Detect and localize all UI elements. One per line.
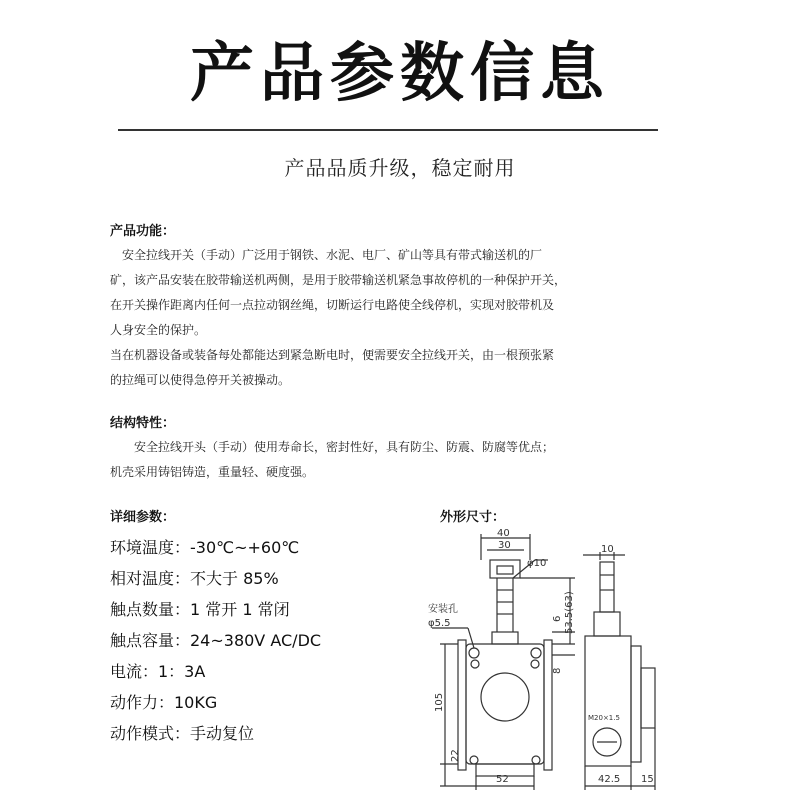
dim-label: 42.5	[598, 774, 621, 785]
dim-label: 10	[601, 544, 614, 555]
spec-row: 触点容量：24~380V AC/DC	[110, 631, 322, 650]
dim-label: 15	[641, 774, 654, 785]
spec-row: 相对温度：不大于 85%	[110, 569, 279, 588]
function-line: 安全拉线开关（手动）广泛用于钢铁、水泥、电厂、矿山等具有带式输送机的厂	[110, 248, 543, 262]
dim-label: 安装孔	[428, 604, 458, 615]
dim-label: 52	[496, 774, 509, 785]
function-line: 在开关操作距离内任何一点拉动钢丝绳，切断运行电路使全线停机，实现对胶带机及	[110, 298, 555, 312]
structure-heading: 结构特性：	[110, 416, 176, 431]
dim-label: 53.5(63)	[564, 591, 575, 634]
function-line: 的拉绳可以使得急停开关被操动。	[110, 373, 291, 387]
function-line: 当在机器设备或装备每处都能达到紧急断电时，便需要安全拉线开关，由一根预张紧	[110, 348, 555, 362]
structure-line: 机壳采用铸铝铸造，重量轻、硬度强。	[110, 465, 315, 479]
dim-label: 40	[497, 528, 510, 539]
structure-line: 安全拉线开头（手动）使用寿命长，密封性好，具有防尘、防震、防腐等优点；	[110, 440, 555, 454]
spec-row: 电流：1：3A	[110, 662, 206, 681]
spec-row: 环境温度：-30℃~+60℃	[110, 538, 300, 557]
dim-label: 8	[552, 667, 563, 674]
function-line: 人身安全的保护。	[110, 323, 207, 337]
dim-label: M20×1.5	[588, 714, 620, 722]
spec-row: 动作力：10KG	[110, 693, 218, 712]
dim-label: 6	[552, 615, 563, 622]
side-view	[583, 552, 655, 790]
function-heading: 产品功能：	[110, 224, 176, 239]
dim-label: 105	[434, 692, 445, 712]
specs-heading: 详细参数：	[110, 510, 176, 525]
dim-label: φ5.5	[428, 618, 451, 629]
dimensions-heading: 外形尺寸：	[440, 510, 506, 525]
dim-label: 22	[450, 749, 461, 762]
dim-label: 30	[498, 540, 511, 551]
page-subtitle: 产品品质升级，稳定耐用	[284, 156, 516, 180]
dim-label: φ10	[527, 558, 547, 569]
function-line: 矿，该产品安装在胶带输送机两侧，是用于胶带输送机紧急事故停机的一种保护开关，	[110, 273, 567, 287]
spec-row: 触点数量：1 常开 1 常闭	[110, 600, 290, 619]
spec-row: 动作模式：手动复位	[110, 724, 255, 743]
page-title: 产品参数信息	[190, 37, 610, 111]
